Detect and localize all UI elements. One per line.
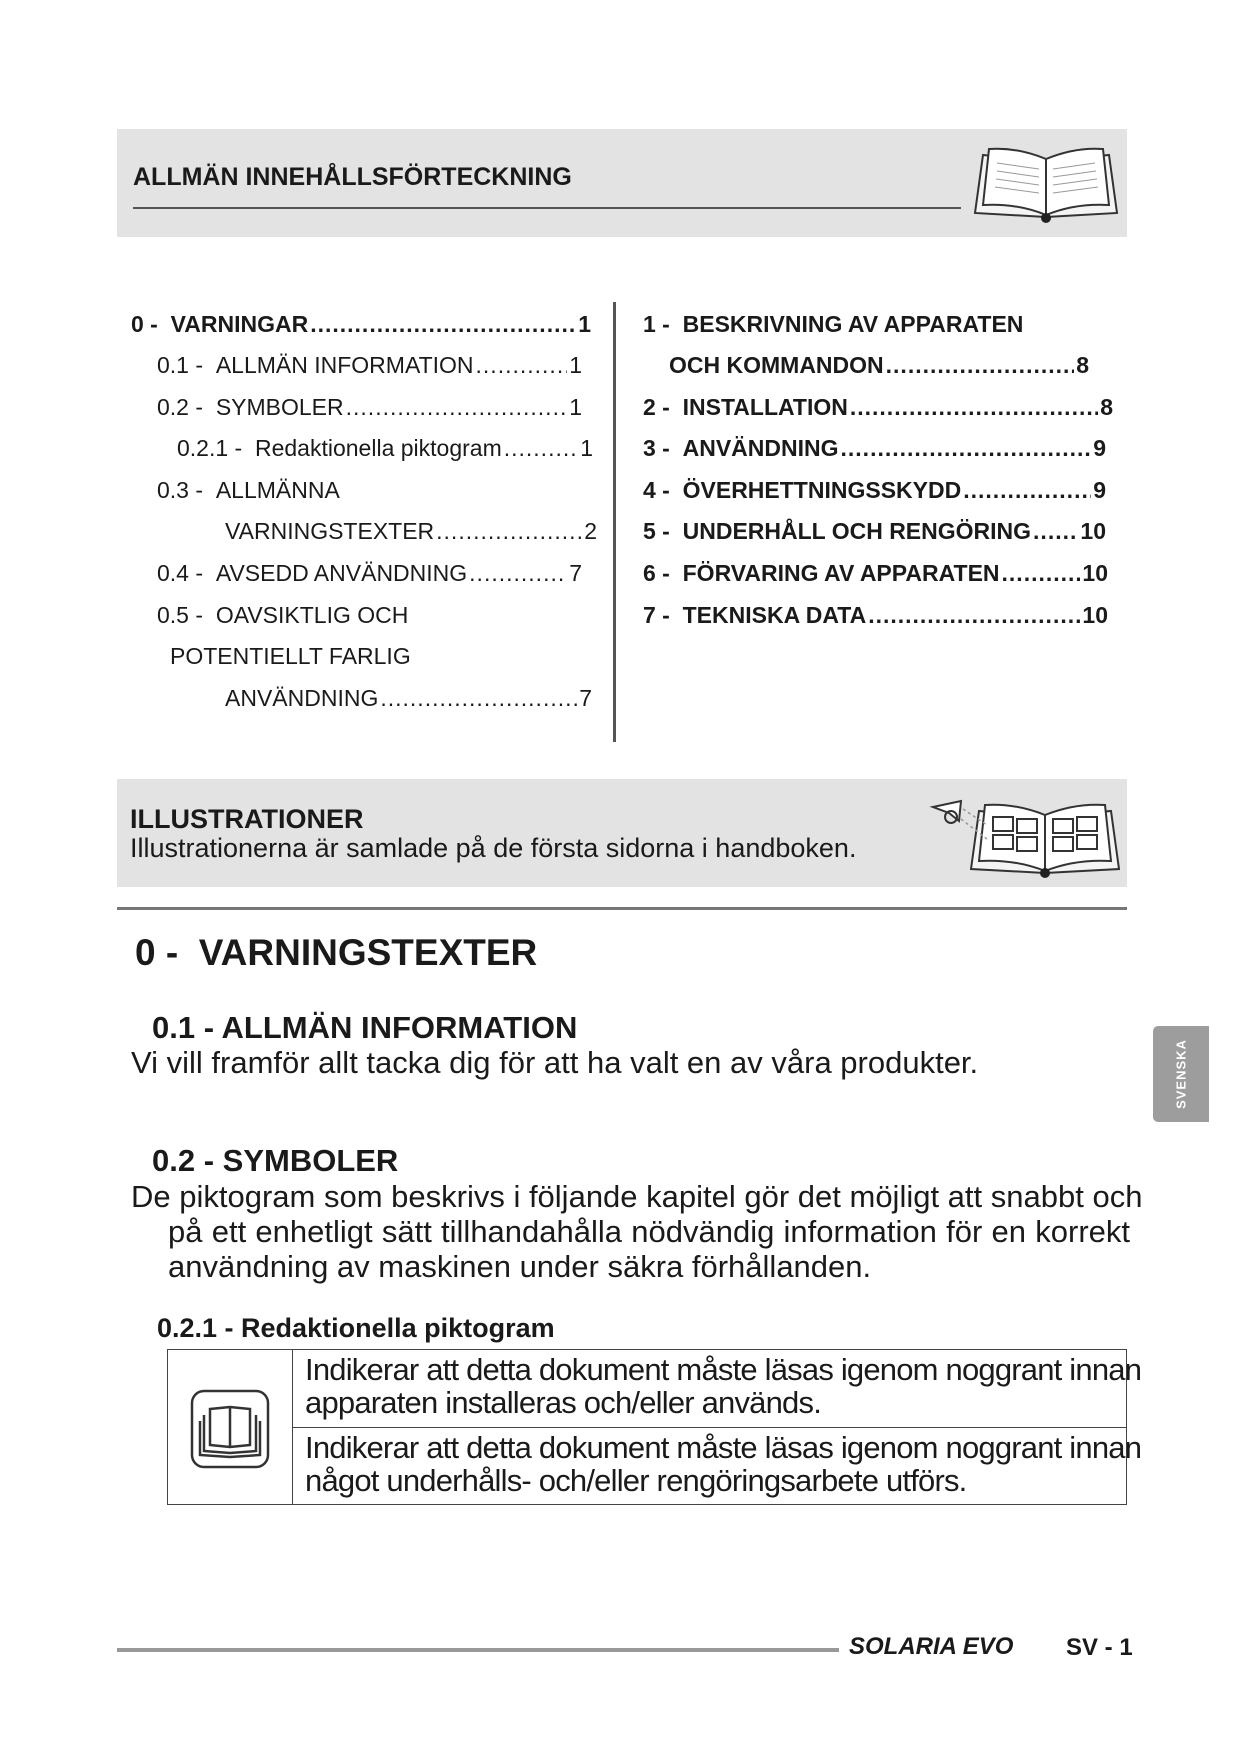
toc-item-0-3-cont[interactable] bbox=[225, 518, 597, 545]
toc-leader-dots bbox=[963, 477, 1091, 504]
toc-leader-dots bbox=[504, 435, 578, 462]
toc-item-number: 5 - bbox=[643, 518, 683, 544]
toc-item-5[interactable] bbox=[643, 518, 1106, 545]
toc-item-0-4[interactable] bbox=[157, 560, 582, 587]
section-0-2-line-1: De piktogram som beskrivs i följande kapitel gör det möjligt att snabbt och bbox=[131, 1179, 1143, 1214]
toc-item-0-2[interactable] bbox=[157, 394, 582, 421]
toc-item-number: 0.1 - bbox=[157, 352, 216, 378]
toc-item-label: Redaktionella piktogram bbox=[254, 435, 502, 461]
toc-item-label: BESKRIVNING AV APPARATEN bbox=[682, 311, 1024, 337]
toc-leader-dots bbox=[346, 394, 568, 421]
footer-rule bbox=[117, 1648, 839, 1652]
toc-item-label: FÖRVARING AV APPARATEN bbox=[682, 560, 1000, 586]
pictogram-icon-cell bbox=[168, 1350, 293, 1504]
toc-item-label: ÖVERHETTNINGSSKYDD bbox=[682, 477, 962, 503]
toc-item-label: ANVÄNDNING bbox=[682, 435, 839, 461]
toc-item-page: 7 bbox=[569, 560, 582, 586]
toc-item-0-5-cont1[interactable] bbox=[170, 643, 590, 670]
toc-item-2[interactable] bbox=[643, 394, 1113, 421]
toc-item-0-2-1[interactable] bbox=[177, 435, 593, 462]
toc-item-label: OCH KOMMANDON bbox=[669, 352, 884, 378]
footer-page-number: SV - 1 bbox=[1066, 1634, 1133, 1661]
toc-item-label: UNDERHÅLL OCH RENGÖRING bbox=[682, 518, 1032, 544]
pictogram-row-2-line-2: något underhålls- och/eller rengöringsarbete utförs. bbox=[305, 1463, 967, 1498]
toc-item-number: 0 - bbox=[131, 311, 171, 337]
toc-leader-dots bbox=[850, 394, 1098, 421]
pictogram-table bbox=[167, 1349, 1142, 1505]
section-heading-0-2: 0.2 - SYMBOLER bbox=[152, 1143, 399, 1178]
toc-item-page: 10 bbox=[1082, 560, 1108, 586]
toc-item-label: ANVÄNDNING bbox=[225, 685, 379, 711]
manual-book-icon bbox=[188, 1387, 272, 1471]
section-divider bbox=[117, 907, 1127, 910]
illustrated-book-icon bbox=[927, 799, 1123, 879]
toc-item-label: AVSEDD ANVÄNDNING bbox=[215, 560, 468, 586]
toc-item-page: 9 bbox=[1093, 477, 1106, 503]
illustrations-box bbox=[117, 779, 1127, 887]
toc-leader-dots bbox=[476, 352, 568, 379]
toc-leader-dots bbox=[1002, 560, 1081, 587]
toc-item-number: 7 - bbox=[643, 602, 683, 628]
toc-item-page: 1 bbox=[578, 311, 591, 337]
illustrations-text: Illustrationerna är samlade på de första sidorna i handboken. bbox=[130, 833, 857, 863]
section-heading-0-2-1: 0.2.1 - Redaktionella piktogram bbox=[157, 1313, 555, 1343]
toc-item-page: 8 bbox=[1076, 352, 1089, 378]
toc-title: ALLMÄN INNEHÅLLSFÖRTECKNING bbox=[133, 163, 572, 191]
toc-item-number: 1 - bbox=[643, 311, 683, 337]
toc-item-number: 0.2.1 - bbox=[177, 435, 255, 461]
toc-item-page: 10 bbox=[1080, 518, 1106, 544]
toc-item-label: SYMBOLER bbox=[215, 394, 344, 420]
toc-title-rule bbox=[133, 207, 961, 209]
toc-item-1[interactable] bbox=[643, 311, 1093, 338]
toc-item-label: ALLMÄN INFORMATION bbox=[215, 352, 474, 378]
toc-item-page: 8 bbox=[1100, 394, 1113, 420]
toc-item-number: 3 - bbox=[643, 435, 683, 461]
toc-leader-dots bbox=[886, 352, 1075, 379]
section-heading-0: 0 - VARNINGSTEXTER bbox=[135, 932, 538, 973]
toc-column-divider bbox=[613, 302, 616, 742]
toc-item-6[interactable] bbox=[643, 560, 1108, 587]
toc-item-number: 4 - bbox=[643, 477, 683, 503]
toc-item-0-5[interactable] bbox=[157, 602, 587, 629]
open-book-icon bbox=[971, 141, 1121, 227]
toc-item-page: 2 bbox=[584, 518, 597, 544]
toc-item-page: 1 bbox=[580, 435, 593, 461]
toc-item-0-3[interactable] bbox=[157, 477, 587, 504]
toc-item-page: 1 bbox=[569, 352, 582, 378]
toc-leader-dots bbox=[841, 435, 1092, 462]
toc-item-number: 0.3 - bbox=[157, 477, 216, 503]
toc-leader-dots bbox=[868, 602, 1080, 629]
pictogram-row-2-line-1: Indikerar att detta dokument måste läsas igenom noggrant innan bbox=[305, 1430, 1142, 1465]
footer-product-name: SOLARIA EVO bbox=[849, 1633, 1014, 1660]
toc-header bbox=[117, 129, 1127, 237]
toc-leader-dots bbox=[436, 518, 582, 545]
language-tab[interactable] bbox=[1153, 1026, 1209, 1122]
toc-item-label: POTENTIELLT FARLIG bbox=[170, 643, 411, 669]
toc-item-label: INSTALLATION bbox=[682, 394, 848, 420]
toc-item-0[interactable] bbox=[131, 311, 591, 338]
pictogram-row-divider bbox=[292, 1427, 1126, 1428]
toc-item-0-5-cont2[interactable] bbox=[225, 685, 592, 712]
section-0-1-text: Vi vill framför allt tacka dig för att ha valt en av våra produkter. bbox=[131, 1045, 979, 1080]
section-0-2-line-2: på ett enhetligt sätt tillhandahålla nödvändig information för en korrekt bbox=[168, 1214, 1130, 1249]
language-tab-label: SVENSKA bbox=[1173, 1039, 1189, 1109]
toc-leader-dots bbox=[310, 311, 576, 338]
section-heading-0-1: 0.1 - ALLMÄN INFORMATION bbox=[152, 1010, 578, 1045]
toc-leader-dots bbox=[380, 685, 577, 712]
illustrations-title: ILLUSTRATIONER bbox=[130, 804, 364, 834]
toc-item-label: ALLMÄNNA bbox=[215, 477, 340, 503]
toc-item-page: 7 bbox=[579, 685, 592, 711]
toc-item-page: 1 bbox=[569, 394, 582, 420]
toc-item-label: OAVSIKTLIG OCH bbox=[215, 602, 409, 628]
toc-leader-dots bbox=[1033, 518, 1078, 545]
toc-item-7[interactable] bbox=[643, 602, 1108, 629]
toc-item-1-cont[interactable] bbox=[669, 352, 1089, 379]
toc-item-number: 0.2 - bbox=[157, 394, 216, 420]
toc-item-label: VARNINGAR bbox=[170, 311, 309, 337]
toc-item-label: VARNINGSTEXTER bbox=[225, 518, 435, 544]
toc-item-number: 6 - bbox=[643, 560, 683, 586]
section-0-2-line-3: användning av maskinen under säkra förhållanden. bbox=[168, 1249, 872, 1284]
pictogram-row-1-line-1: Indikerar att detta dokument måste läsas igenom noggrant innan bbox=[305, 1352, 1142, 1387]
toc-leader-dots bbox=[469, 560, 567, 587]
toc-item-label: TEKNISKA DATA bbox=[682, 602, 867, 628]
toc-item-page: 10 bbox=[1082, 602, 1108, 628]
toc-item-number: 2 - bbox=[643, 394, 683, 420]
toc-item-4[interactable] bbox=[643, 477, 1106, 504]
toc-item-page: 9 bbox=[1093, 435, 1106, 461]
toc-item-3[interactable] bbox=[643, 435, 1106, 462]
toc-item-number: 0.4 - bbox=[157, 560, 216, 586]
toc-item-number: 0.5 - bbox=[157, 602, 216, 628]
toc-item-0-1[interactable] bbox=[157, 352, 582, 379]
pictogram-row-1-line-2: apparaten installeras och/eller används. bbox=[305, 1385, 822, 1420]
